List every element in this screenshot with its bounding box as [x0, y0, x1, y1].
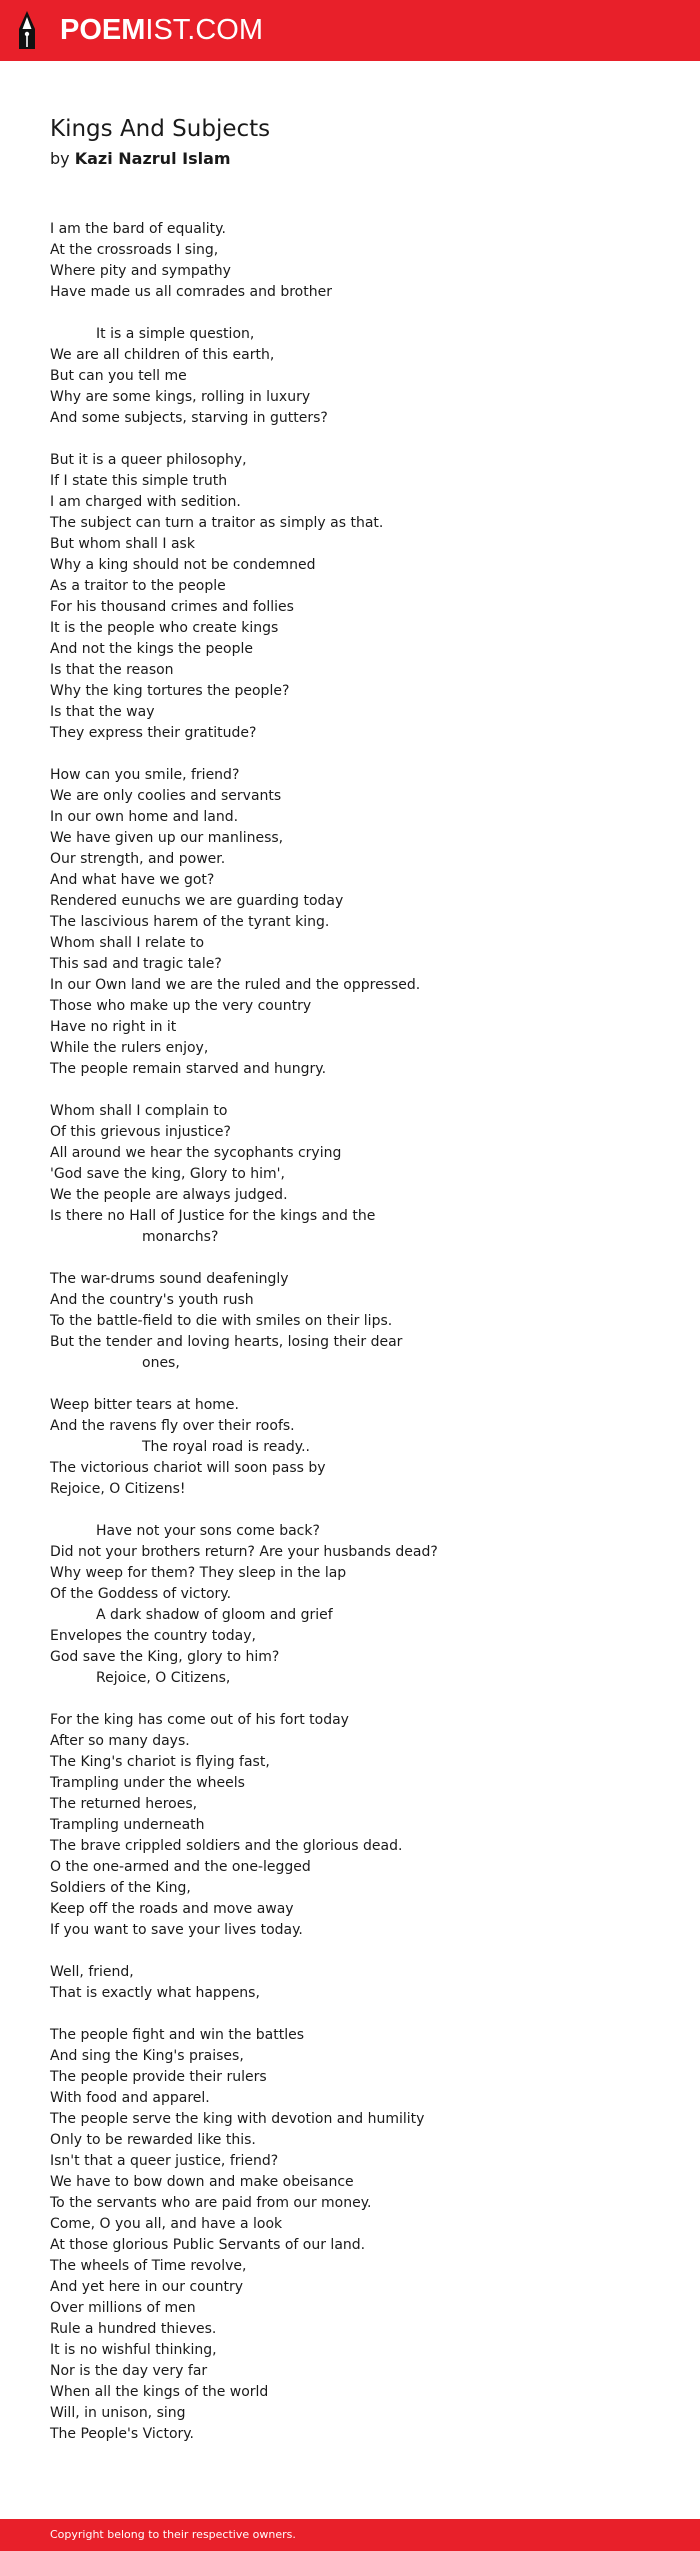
- poem-line: But whom shall I ask: [50, 536, 195, 552]
- stanza-break: [50, 744, 670, 765]
- stanza-break: [50, 303, 670, 324]
- poem-line: Why a king should not be condemned: [50, 557, 316, 573]
- poem-line: At those glorious Public Servants of our land.: [50, 2237, 366, 2253]
- poem-line: I am the bard of equality.: [50, 221, 226, 237]
- logo-text-bold: POEM: [60, 14, 146, 46]
- poem-line: The war-drums sound deafeningly: [50, 1271, 289, 1287]
- poem-line: Have no right in it: [50, 1019, 177, 1035]
- poem-line: If you want to save your lives today.: [50, 1922, 303, 1938]
- poem-line: The people serve the king with devotion and humility: [50, 2111, 425, 2127]
- poem-line: Whom shall I relate to: [50, 935, 205, 951]
- poem-line: We have given up our manliness,: [50, 830, 284, 846]
- poem-line: It is the people who create kings: [50, 620, 279, 636]
- by-label: by: [50, 149, 70, 168]
- poem-line: After so many days.: [50, 1733, 190, 1749]
- poem-line: We have to bow down and make obeisance: [50, 2174, 354, 2190]
- poem-line: If I state this simple truth: [50, 473, 228, 489]
- poem-line: Have made us all comrades and brother: [50, 284, 332, 300]
- poem-line: The subject can turn a traitor as simply as that.: [50, 515, 384, 531]
- poem-line: As a traitor to the people: [50, 578, 226, 594]
- poem-line: This sad and tragic tale?: [50, 956, 222, 972]
- poem-line: To the battle-field to die with smiles on their lips.: [50, 1313, 393, 1329]
- stanza-break: [50, 1374, 670, 1395]
- poem-line: The brave crippled soldiers and the glorious dead.: [50, 1838, 403, 1854]
- poem-line: While the rulers enjoy,: [50, 1040, 209, 1056]
- poem-line: Come, O you all, and have a look: [50, 2216, 283, 2232]
- poem-line: The King's chariot is flying fast,: [50, 1754, 270, 1770]
- poem-line: Is there no Hall of Justice for the kings and the: [50, 1208, 376, 1224]
- poem-line: The wheels of Time revolve,: [50, 2258, 247, 2274]
- poem-line: But it is a queer philosophy,: [50, 452, 247, 468]
- poem-line: At the crossroads I sing,: [50, 242, 219, 258]
- poem-line: For his thousand crimes and follies: [50, 599, 294, 615]
- poem-line: ones,: [142, 1355, 180, 1371]
- poem-line: That is exactly what happens,: [50, 1985, 260, 2001]
- poem-line: monarchs?: [142, 1229, 219, 1245]
- poem-line: And the country's youth rush: [50, 1292, 254, 1308]
- poem-byline: [50, 148, 231, 170]
- poem-line: All around we hear the sycophants crying: [50, 1145, 342, 1161]
- poem-line: Our strength, and power.: [50, 851, 226, 867]
- poem-line: And what have we got?: [50, 872, 215, 888]
- poem-line: A dark shadow of gloom and grief: [96, 1607, 333, 1623]
- poem-line: We are all children of this earth,: [50, 347, 275, 363]
- poem-line: Is that the reason: [50, 662, 174, 678]
- poem-line: Envelopes the country today,: [50, 1628, 256, 1644]
- poem-line: Weep bitter tears at home.: [50, 1397, 239, 1413]
- pen-nib-icon: [16, 9, 38, 53]
- stanza-break: [50, 1689, 670, 1710]
- site-header: [0, 0, 700, 61]
- site-footer: [0, 2519, 700, 2551]
- poem-line: And the ravens fly over their roofs.: [50, 1418, 295, 1434]
- poem-line: Where pity and sympathy: [50, 263, 231, 279]
- poem-line: Of this grievous injustice?: [50, 1124, 231, 1140]
- poem-line: When all the kings of the world: [50, 2384, 269, 2400]
- stanza-break: [50, 1941, 670, 1962]
- poem-line: I am charged with sedition.: [50, 494, 241, 510]
- stanza-break: [50, 2004, 670, 2025]
- poem-line: God save the King, glory to him?: [50, 1649, 280, 1665]
- poem-title: Kings And Subjects: [50, 116, 271, 142]
- poem-line: The people remain starved and hungry.: [50, 1061, 327, 1077]
- author-link[interactable]: Kazi Nazrul Islam: [74, 149, 231, 168]
- poem-line: Rendered eunuchs we are guarding today: [50, 893, 344, 909]
- poem-line: And sing the King's praises,: [50, 2048, 244, 2064]
- stanza-break: [50, 1500, 670, 1521]
- poem-line: The people provide their rulers: [50, 2069, 267, 2085]
- stanza-break: [50, 429, 670, 450]
- stanza-break: [50, 1080, 670, 1101]
- poem-line: And yet here in our country: [50, 2279, 244, 2295]
- poem-line: Why the king tortures the people?: [50, 683, 290, 699]
- poem-line: Only to be rewarded like this.: [50, 2132, 256, 2148]
- poem-line: In our Own land we are the ruled and the oppressed.: [50, 977, 421, 993]
- poem-line: Nor is the day very far: [50, 2363, 208, 2379]
- poem-line: The returned heroes,: [50, 1796, 198, 1812]
- poem-line: To the servants who are paid from our money.: [50, 2195, 372, 2211]
- poem-line: The royal road is ready..: [142, 1439, 310, 1455]
- poem-line: O the one-armed and the one-legged: [50, 1859, 311, 1875]
- poem-line: It is no wishful thinking,: [50, 2342, 217, 2358]
- poem-body: [50, 219, 670, 2445]
- poem-line: How can you smile, friend?: [50, 767, 240, 783]
- poem-line: The lascivious harem of the tyrant king.: [50, 914, 330, 930]
- poem-line: Well, friend,: [50, 1964, 134, 1980]
- poem-line: Trampling under the wheels: [50, 1775, 245, 1791]
- poem-line: 'God save the king, Glory to him',: [50, 1166, 285, 1182]
- poem-line: Rule a hundred thieves.: [50, 2321, 217, 2337]
- poem-line: We are only coolies and servants: [50, 788, 282, 804]
- poem-line: Have not your sons come back?: [96, 1523, 320, 1539]
- poem-line: It is a simple question,: [96, 326, 255, 342]
- poem-line: And some subjects, starving in gutters?: [50, 410, 328, 426]
- poem-line: Why weep for them? They sleep in the lap: [50, 1565, 347, 1581]
- poem-line: Did not your brothers return? Are your husbands dead?: [50, 1544, 438, 1560]
- poem-line: The people fight and win the battles: [50, 2027, 305, 2043]
- poem-line: Whom shall I complain to: [50, 1103, 228, 1119]
- poem-line: For the king has come out of his fort today: [50, 1712, 349, 1728]
- poem-line: With food and apparel.: [50, 2090, 210, 2106]
- poem-line: Isn't that a queer justice, friend?: [50, 2153, 279, 2169]
- poem-line: In our own home and land.: [50, 809, 239, 825]
- poem-line: Soldiers of the King,: [50, 1880, 191, 1896]
- logo-text-light: IST.COM: [145, 14, 264, 46]
- site-logo[interactable]: [60, 13, 263, 47]
- poem-line: The People's Victory.: [50, 2426, 194, 2442]
- poem-line: Those who make up the very country: [50, 998, 312, 1014]
- poem-line: Is that the way: [50, 704, 155, 720]
- poem-line: We the people are always judged.: [50, 1187, 288, 1203]
- poem-line: Keep off the roads and move away: [50, 1901, 294, 1917]
- poem-line: But the tender and loving hearts, losing their dear: [50, 1334, 403, 1350]
- stanza-break: [50, 1248, 670, 1269]
- poem-line: Trampling underneath: [50, 1817, 205, 1833]
- poem-line: Rejoice, O Citizens!: [50, 1481, 186, 1497]
- poem-line: Of the Goddess of victory.: [50, 1586, 232, 1602]
- poem-line: Over millions of men: [50, 2300, 196, 2316]
- poem-line: They express their gratitude?: [50, 725, 257, 741]
- poem-line: The victorious chariot will soon pass by: [50, 1460, 326, 1476]
- poem-line: Will, in unison, sing: [50, 2405, 186, 2421]
- poem-line: Why are some kings, rolling in luxury: [50, 389, 311, 405]
- poem-line: Rejoice, O Citizens,: [96, 1670, 231, 1686]
- copyright-text: Copyright belong to their respective owners.: [50, 2528, 296, 2541]
- poem-line: But can you tell me: [50, 368, 187, 384]
- poem-line: And not the kings the people: [50, 641, 253, 657]
